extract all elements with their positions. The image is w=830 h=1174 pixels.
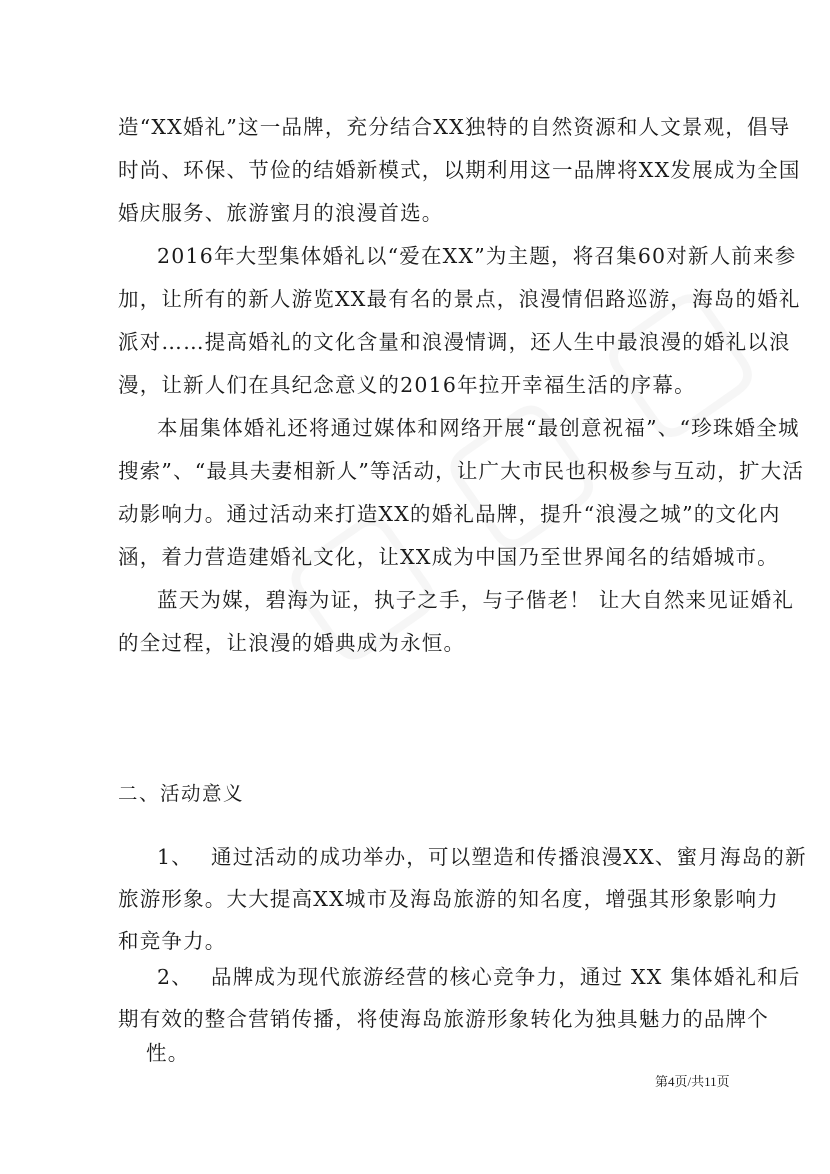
- paragraph-2016-line-4: 漫，让新人们在具纪念意义的2016年拉开幸福生活的序幕。: [118, 373, 696, 397]
- paragraph-intro-line-1: 造“XX婚礼”这一品牌，充分结合XX独特的自然资源和人文景观，倡导: [118, 115, 791, 139]
- section-heading: 二、活动意义: [118, 782, 245, 805]
- paragraph-media-line-2: 搜索”、“最具夫妻相新人”等活动，让广大市民也积极参与互动，扩大活: [118, 459, 805, 483]
- list-item-number: 2、: [157, 965, 193, 989]
- paragraph-media-line-4: 涵，着力营造建婚礼文化，让XX成为中国乃至世界闻名的结婚城市。: [118, 545, 779, 569]
- paragraph-closing-line-1: 蓝天为媒，碧海为证，执子之手，与子偕老！ 让大自然来见证婚礼: [157, 588, 795, 612]
- list-item-1-line-2: 旅游形象。大大提高XX城市及海岛旅游的知名度，增强其形象影响力: [118, 887, 779, 911]
- paragraph-intro-line-2: 时尚、环保、节俭的结婚新模式，以期利用这一品牌将XX发展成为全国: [118, 158, 801, 182]
- list-item-2-line-2: 期有效的整合营销传播，将使海岛旅游形象转化为独具魅力的品牌个: [118, 1007, 769, 1031]
- list-item-text: 品牌成为现代旅游经营的核心竞争力，通过 XX 集体婚礼和后: [211, 965, 801, 989]
- list-item-number: 1、: [157, 845, 193, 869]
- paragraph-2016-line-2: 加，让所有的新人游览XX最有名的景点，浪漫情侣路巡游，海岛的婚礼: [118, 287, 801, 311]
- list-item-1-line-3: 和竞争力。: [118, 929, 227, 953]
- paragraph-closing-line-2: 的全过程，让浪漫的婚典成为永恒。: [118, 631, 466, 655]
- paragraph-2016-line-1: 2016年大型集体婚礼以“爱在XX”为主题，将召集60对新人前来参: [157, 244, 797, 268]
- list-item-2-line-3: 性。: [146, 1041, 190, 1065]
- paragraph-media-line-1: 本届集体婚礼还将通过媒体和网络开展“最创意祝福”、“珍珠婚全城: [157, 416, 800, 440]
- list-item-2-line-1: [157, 962, 801, 992]
- list-item-text: 通过活动的成功举办，可以塑造和传播浪漫XX、蜜月海岛的新: [211, 845, 807, 869]
- paragraph-intro-line-3: 婚庆服务、旅游蜜月的浪漫首选。: [118, 201, 444, 225]
- paragraph-media-line-3: 动影响力。通过活动来打造XX的婚礼品牌，提升“浪漫之城”的文化内: [118, 502, 781, 526]
- page-indicator: 第4页/共11页: [655, 1074, 730, 1089]
- list-item-1-line-1: [157, 842, 807, 872]
- paragraph-2016-line-3: 派对……提高婚礼的文化含量和浪漫情调，还人生中最浪漫的婚礼以浪: [118, 330, 791, 354]
